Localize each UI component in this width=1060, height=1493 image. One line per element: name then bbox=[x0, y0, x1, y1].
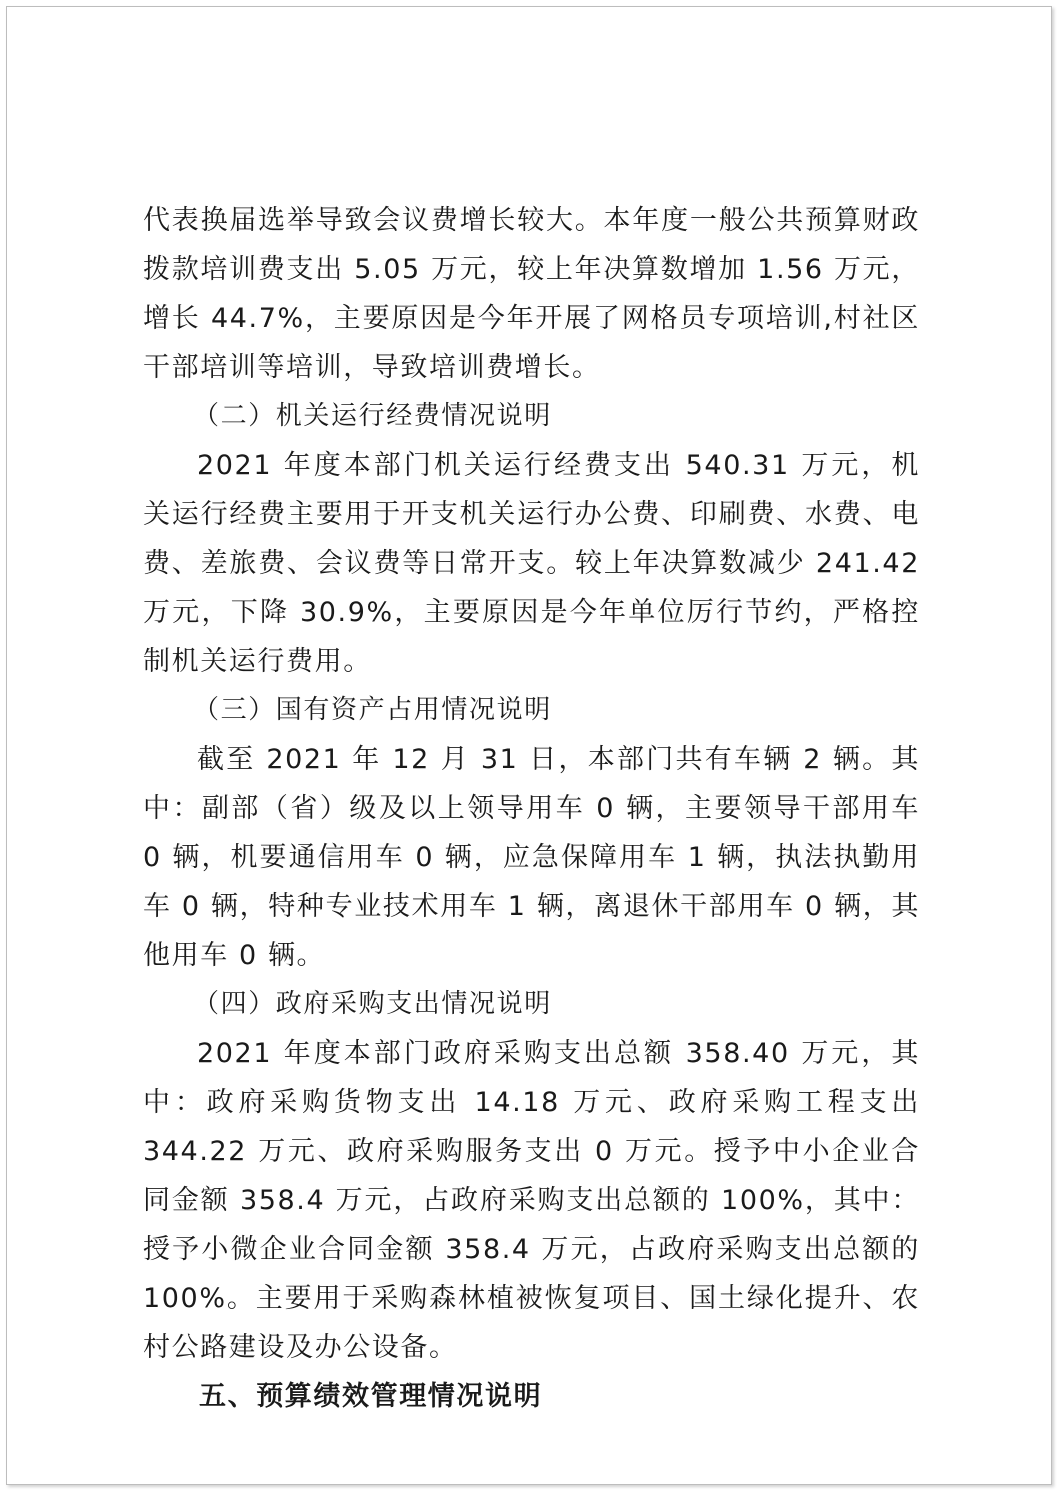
paragraph-operating-costs: 2021 年度本部门机关运行经费支出 540.31 万元，机关运行经费主要用于开支机关运行办公费、印刷费、水费、电费、差旅费、会议费等日常开支。较上年决算数减少 241.42 万元，下降 30.9%，主要原因是今年单位厉行节约，严格控制机关运行费用。 bbox=[143, 450, 920, 677]
paragraph-state-assets: 截至 2021 年 12 月 31 日，本部门共有车辆 2 辆。其中：副部（省）级及以上领导用车 0 辆，主要领导干部用车 0 辆，机要通信用车 0 辆，应急保障用车 1 辆，执法执勤用车 0 辆，特种专业技术用车 1 辆，离退休干部用车 0 辆，其他用车 0 辆。 bbox=[143, 744, 920, 971]
section-heading-state-assets: （三）国有资产占用情况说明 bbox=[193, 695, 552, 725]
section-heading-operating-costs: （二）机关运行经费情况说明 bbox=[193, 401, 552, 431]
paragraph-procurement: 2021 年度本部门政府采购支出总额 358.40 万元，其中：政府采购货物支出 14.18 万元、政府采购工程支出 344.22 万元、政府采购服务支出 0 万元。授予中小企业合同金额 358.4 万元，占政府采购支出总额的 100%，其中：授予小微企业合同金额 358.4 万元，占政府采购支出总额的 100%。主要用于采购森林植被恢复项目、国土绿化提升、农村公路建设及办公设备。 bbox=[143, 1038, 920, 1363]
document-body bbox=[143, 196, 920, 1421]
paragraph-training-fee: 代表换届选举导致会议费增长较大。本年度一般公共预算财政拨款培训费支出 5.05 万元，较上年决算数增加 1.56 万元，增长 44.7%，主要原因是今年开展了网格员专项培训,村社区干部培训等培训，导致培训费增长。 bbox=[143, 205, 920, 383]
section-heading-performance: 五、预算绩效管理情况说明 bbox=[199, 1381, 543, 1412]
section-heading-procurement: （四）政府采购支出情况说明 bbox=[193, 989, 552, 1019]
